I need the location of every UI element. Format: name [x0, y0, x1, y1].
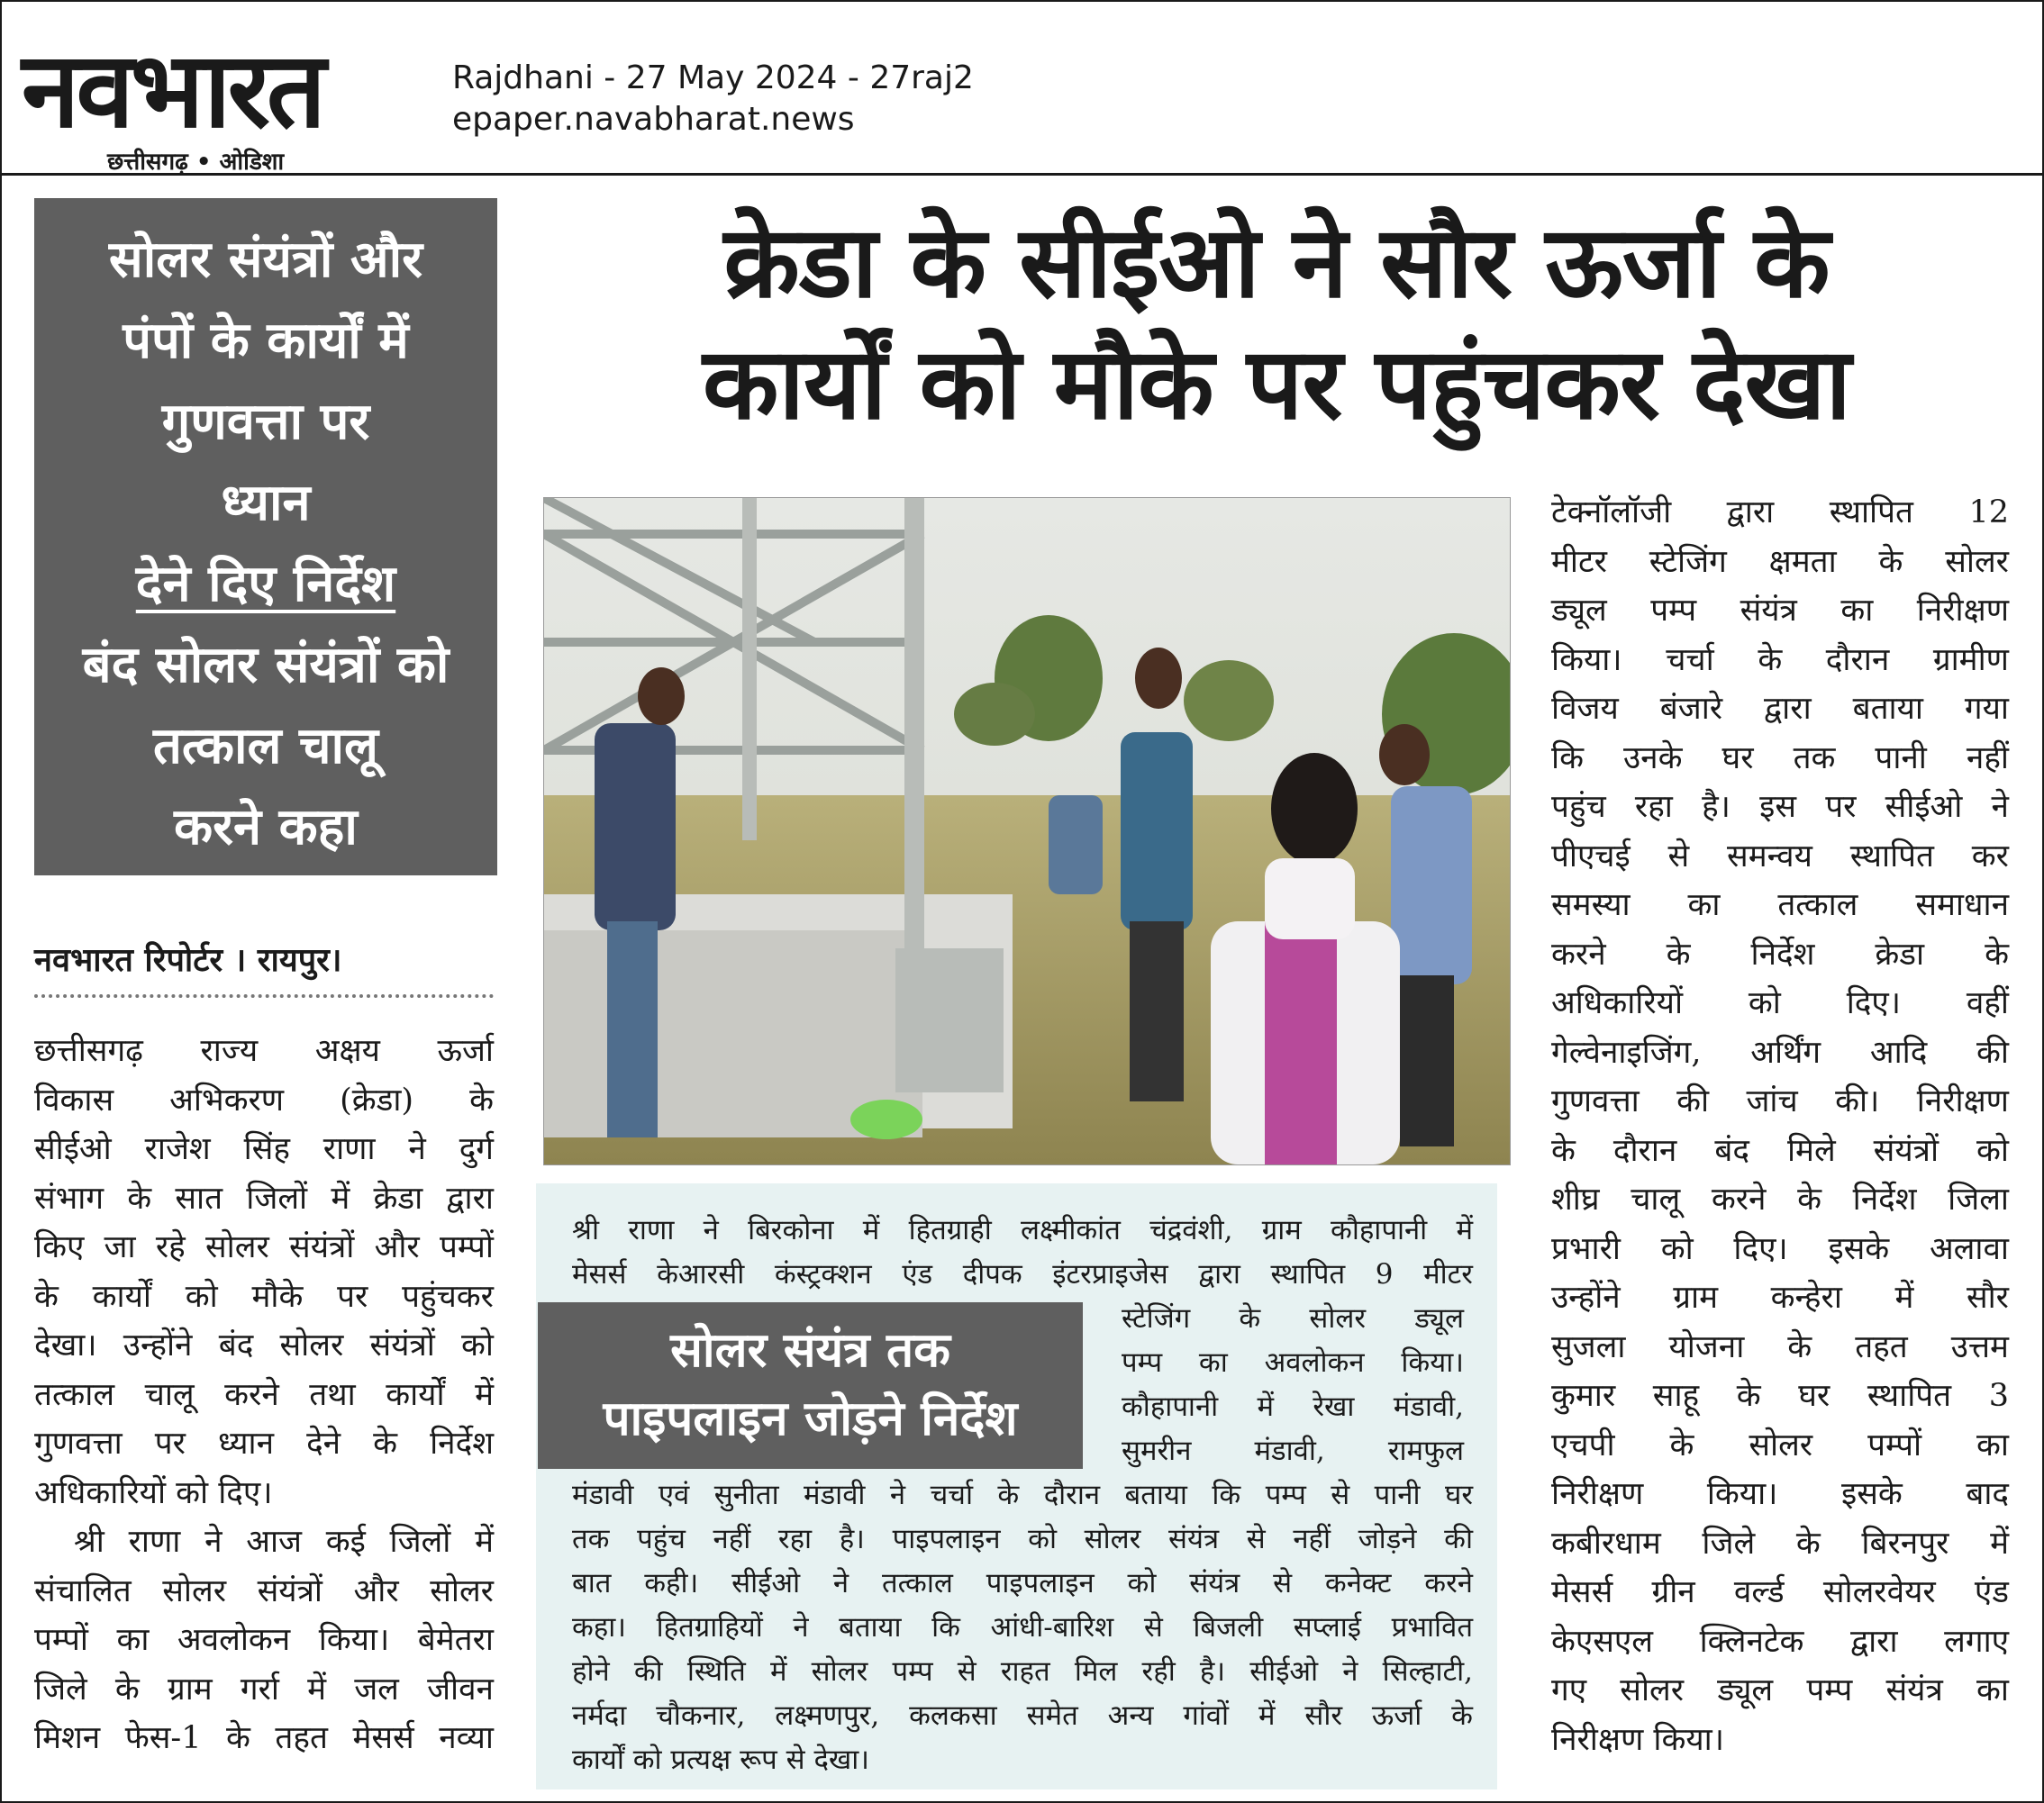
- subheading-line-2: पाइपलाइन जोड़ने निर्देश: [603, 1391, 1018, 1446]
- text-line: संचालित सोलर संयंत्रों और सोलर: [34, 1572, 494, 1609]
- text-line: उन्होंने ग्राम कन्हेरा में सौर: [1551, 1280, 2009, 1316]
- headline-line-2: कार्यों को मौके पर पहुंचकर देखा: [702, 326, 1851, 441]
- article-column-1: [34, 1027, 494, 1763]
- text-line: के कार्यों को मौके पर पहुंचकर: [34, 1278, 494, 1315]
- logo-text: नवभारत: [22, 30, 323, 151]
- byline: नवभारत रिपोर्टर । रायपुर।: [34, 942, 342, 979]
- text-line: स्टेजिंग के सोलर ड्यूल: [1122, 1302, 1464, 1335]
- text-line: श्री राणा ने बिरकोना में हितग्राही लक्ष्मीकांत चंद्रवंशी, ग्राम कौहापानी में: [572, 1214, 1473, 1246]
- text-line: मिशन फेस-1 के तहत मेसर्स नव्या: [34, 1720, 494, 1756]
- headline-line-1: क्रेडा के सीईओ ने सौर ऊर्जा के: [723, 204, 1830, 320]
- navabharat-logo: [22, 30, 418, 176]
- article-column-3: [1551, 488, 2009, 1764]
- masthead: [2, 2, 2042, 176]
- sidebar-line: करने कहा: [174, 798, 358, 856]
- sidebar-line: बंद सोलर संयंत्रों को: [82, 636, 450, 694]
- text-line: किया। चर्चा के दौरान ग्रामीण: [1551, 641, 2009, 678]
- text-line: पीएचई से समन्वय स्थापित कर: [1551, 838, 2009, 874]
- text-line: जिले के ग्राम गर्रा में जल जीवन: [34, 1671, 494, 1708]
- text-line: पम्प का अवलोकन किया।: [1122, 1346, 1464, 1379]
- sidebar-line: पंपों के कार्यों में: [123, 312, 409, 370]
- text-line: मीटर स्टेजिंग क्षमता के सोलर: [1551, 543, 2009, 580]
- text-line: कुमार साहू के घर स्थापित 3: [1551, 1378, 2009, 1414]
- text-line: छत्तीसगढ़ राज्य अक्षय ऊर्जा: [34, 1033, 494, 1069]
- inset-top-text: [572, 1209, 1473, 1297]
- text-line: सुमरीन मंडावी, रामफुल: [1122, 1435, 1464, 1467]
- text-line: शीघ्र चालू करने के निर्देश जिला: [1551, 1182, 2009, 1218]
- text-line: कि उनके घर तक पानी नहीं: [1551, 739, 2009, 776]
- text-line: विजय बंजारे द्वारा बताया गया: [1551, 691, 2009, 727]
- text-line: ड्यूल पम्प संयंत्र का निरीक्षण: [1551, 593, 2009, 629]
- text-line: किए जा रहे सोलर संयंत्रों और पम्पों: [34, 1229, 494, 1265]
- inset-box: [536, 1183, 1497, 1789]
- text-line: नर्मदा चौकनार, लक्ष्मणपुर, कलकसा समेत अन्य गांवों में सौर ऊर्जा के: [572, 1699, 1473, 1732]
- subheading-line-1: सोलर संयंत्र तक: [670, 1323, 950, 1378]
- text-line: एचपी के सोलर पम्पों का: [1551, 1427, 2009, 1463]
- text-line: प्रभारी को दिए। इसके अलावा: [1551, 1230, 2009, 1267]
- sidebar-line-underlined: देने दिए निर्देश: [135, 555, 396, 613]
- photo-illustration: [544, 498, 1510, 1164]
- news-photo: [543, 497, 1511, 1165]
- text-line: केएसएल क्लिनटेक द्वारा लगाए: [1551, 1623, 2009, 1660]
- text-line: करने के निर्देश क्रेडा के: [1551, 936, 2009, 973]
- edition-line: Rajdhani - 27 May 2024 - 27raj2: [452, 59, 974, 96]
- text-line: टेक्नॉलॉजी द्वारा स्थापित 12: [1551, 494, 2009, 530]
- text-line: मंडावी एवं सुनीता मंडावी ने चर्चा के दौरान बताया कि पम्प से पानी घर: [572, 1479, 1473, 1511]
- text-line: सीईओ राजेश सिंह राणा ने दुर्ग: [34, 1131, 494, 1167]
- text-line: पहुंच रहा है। इस पर सीईओ ने: [1551, 789, 2009, 825]
- logo-subtitle: छत्तीसगढ़ • ओडिशा: [107, 149, 285, 176]
- text-line: निरीक्षण किया। इसके बाद: [1551, 1476, 2009, 1512]
- text-line: समस्या का तत्काल समाधान: [1551, 887, 2009, 923]
- text-line: के दौरान बंद मिले संयंत्रों को: [1551, 1132, 2009, 1169]
- text-line: कबीरधाम जिले के बिरनपुर में: [1551, 1525, 2009, 1562]
- text-line: गेल्वेनाइजिंग, अर्थिंग आदि की: [1551, 1034, 2009, 1071]
- sidebar-line: तत्काल चालू: [152, 717, 379, 775]
- text-line: कार्यों को प्रत्यक्ष रूप से देखा।: [572, 1744, 870, 1776]
- text-line: देखा। उन्होंने बंद सोलर संयंत्रों को: [34, 1327, 494, 1364]
- text-line: संभाग के सात जिलों में क्रेडा द्वारा: [34, 1180, 494, 1217]
- site-url: epaper.navabharat.news: [452, 101, 855, 138]
- text-line: होने की स्थिति में सोलर पम्प से राहत मिल रही है। सीईओ ने सिल्हाटी,: [572, 1655, 1473, 1688]
- text-line: कहा। हितग्राहियों ने बताया कि आंधी-बारिश से बिजली सप्लाई प्रभावित: [572, 1611, 1473, 1644]
- inset-subheading: [538, 1302, 1083, 1469]
- inset-right-text: [1122, 1297, 1464, 1473]
- text-line: सुजला योजना के तहत उत्तम: [1551, 1328, 2009, 1365]
- text-line: कौहापानी में रेखा मंडावी,: [1122, 1391, 1464, 1423]
- text-line: गुणवत्ता पर ध्यान देने के निर्देश: [34, 1426, 494, 1462]
- text-line: गुणवत्ता की जांच की। निरीक्षण: [1551, 1083, 2009, 1119]
- text-line: मेसर्स केआरसी कंस्ट्रक्शन एंड दीपक इंटरप्राइजेस द्वारा स्थापित 9 मीटर: [572, 1258, 1473, 1291]
- inset-bottom-text: [572, 1473, 1473, 1782]
- text-line: अधिकारियों को दिए।: [34, 1474, 273, 1511]
- text-line: गए सोलर ड्यूल पम्प संयंत्र का: [1551, 1672, 2009, 1708]
- text-line: मेसर्स ग्रीन वर्ल्ड सोलरवेयर एंड: [1551, 1574, 2009, 1610]
- text-line: तत्काल चालू करने तथा कार्यों में: [34, 1376, 494, 1413]
- text-line: तक पहुंच नहीं रहा है। पाइपलाइन को सोलर संयंत्र से नहीं जोड़ने की: [572, 1523, 1473, 1555]
- text-line: श्री राणा ने आज कई जिलों में: [74, 1524, 494, 1560]
- sidebar-line: सोलर संयंत्रों और: [108, 231, 423, 289]
- text-line: बात कही। सीईओ ने तत्काल पाइपलाइन को संयंत्र से कनेक्ट करने: [572, 1567, 1473, 1599]
- sidebar-line: गुणवत्ता पर: [161, 393, 370, 451]
- edition-info: [452, 58, 974, 140]
- text-line: पम्पों का अवलोकन किया। बेमेतरा: [34, 1622, 494, 1658]
- byline-divider: [34, 994, 494, 998]
- sidebar-highlight-box: [34, 198, 497, 875]
- text-line: अधिकारियों को दिए। वहीं: [1551, 985, 2009, 1021]
- text-line: निरीक्षण किया।: [1551, 1721, 1724, 1758]
- headline: [533, 202, 2020, 445]
- sidebar-line: ध्यान: [221, 474, 311, 532]
- text-line: विकास अभिकरण (क्रेडा) के: [34, 1082, 494, 1119]
